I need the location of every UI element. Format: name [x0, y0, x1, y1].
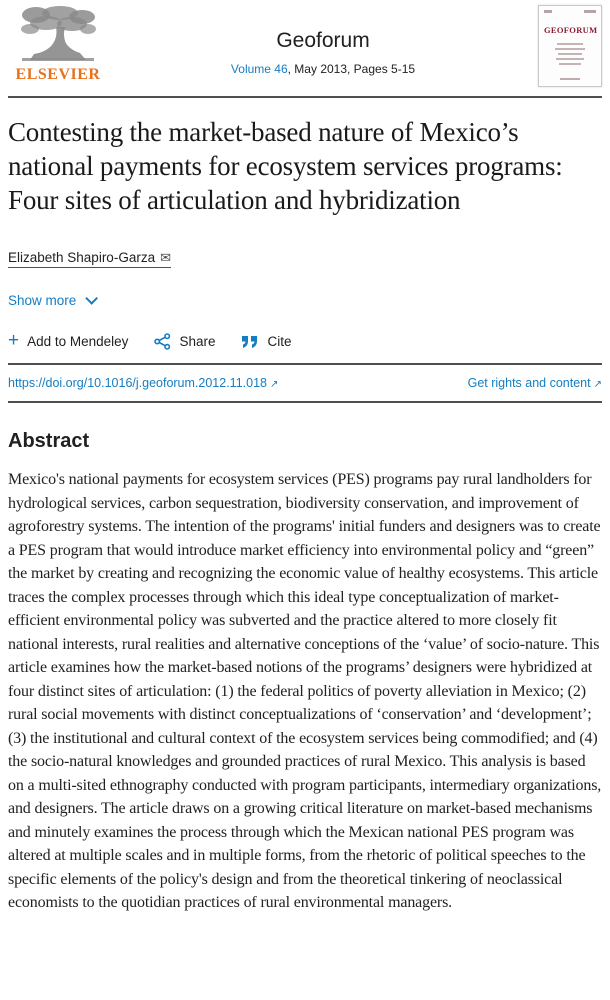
elsevier-wordmark: ELSEVIER: [15, 66, 101, 83]
cover-title: GEOFORUM: [544, 25, 598, 35]
journal-cover-thumbnail[interactable]: [538, 5, 602, 87]
article-title: Contesting the market-based nature of Mexico’s national payments for ecosystem services programs: Four sites of articulation and hybridization: [8, 117, 563, 215]
plus-icon: +: [8, 330, 20, 351]
cover-decoration-line: [560, 78, 580, 80]
cover-decoration-line: [556, 58, 584, 60]
rights-link[interactable]: [468, 376, 602, 390]
share-label: Share: [179, 334, 216, 349]
show-more-label: Show more: [8, 293, 77, 308]
action-toolbar: [8, 330, 602, 351]
show-more-button[interactable]: [8, 293, 94, 308]
doi-divider: [8, 401, 602, 403]
cover-decoration-line: [555, 48, 585, 50]
doi-link[interactable]: [8, 376, 278, 390]
doi-row: [8, 365, 602, 401]
header-divider: [8, 96, 602, 98]
share-nodes-icon: [154, 333, 171, 350]
doi-url[interactable]: https://doi.org/10.1016/j.geoforum.2012.11.018: [8, 376, 267, 390]
cite-label: Cite: [267, 334, 292, 349]
cover-decoration-line: [558, 53, 582, 55]
cover-decoration-mark: [584, 10, 596, 13]
cite-button[interactable]: [241, 334, 291, 349]
external-link-icon: ↗: [269, 379, 279, 390]
journal-header: [8, 0, 602, 96]
cover-decoration-line: [557, 43, 583, 45]
volume-link[interactable]: Volume 46: [230, 62, 288, 76]
author-link[interactable]: [8, 250, 171, 268]
author-name[interactable]: Elizabeth Shapiro-Garza: [8, 250, 156, 265]
chevron-down-icon: [86, 292, 99, 305]
cite-quote-icon: [241, 335, 259, 349]
abstract-heading: Abstract: [8, 430, 90, 452]
issue-info: , May 2013, Pages 5-15: [287, 62, 416, 76]
rights-label[interactable]: Get rights and content: [467, 376, 591, 390]
cover-decoration-line: [559, 63, 581, 65]
journal-title[interactable]: Geoforum: [276, 29, 370, 52]
add-to-mendeley-label: Add to Mendeley: [27, 334, 129, 349]
journal-issue-line: [108, 62, 538, 76]
cover-decoration-mark: [544, 10, 552, 13]
cover-footer: [539, 75, 601, 80]
share-button[interactable]: [154, 333, 215, 350]
email-envelope-icon[interactable]: ✉: [160, 250, 171, 265]
add-to-mendeley-button[interactable]: [8, 330, 129, 351]
cover-decoration: [544, 10, 596, 13]
elsevier-tree-icon: [16, 5, 100, 65]
external-link-icon: ↗: [593, 379, 602, 390]
elsevier-logo[interactable]: [8, 5, 108, 84]
author-row: [8, 249, 602, 268]
abstract-text: Mexico's national payments for ecosystem services (PES) programs pay rural landholders for hydrological services, carbon sequestration, biodiversity conservation, and improvement of agroforestry systems. The intention of the programs' initial funders and designers was to create a PES program that would introduce market efficiency into environmental policy and “green” the market by creating and recognizing the economic value of healthy ecosystems. This article traces the complex processes through which this ideal type conceptualization of market-efficient environmental policy was subverted and the practice altered to more closely fit national interests, rural realities and alternative conceptions of the ‘value’ of socio-nature. This article examines how the market-based notions of the programs’ designers were hybridized at four distinct sites of articulation: (1) the federal politics of poverty alleviation in Mexico; (2) rural social movements with distinct conceptualizations of ‘conservation’ and ‘development’; (3) the institutional and cultural context of the ecosystem services being commodified; and (4) the socio-natural knowledges and grounded practices of rural Mexico. This analysis is based on a multi-sited ethnography conducted with program participants, intermediary organizations, and designers. The article draws on a growing critical literature on market-based mechanisms and minutely examines the process through which the Mexican national PES program was altered at multiple scales and in multiple forms, from the rhetoric of political speeches to the specific elements of the policy's design and from the theoretical tinkering of neoclassical economists to the quotidian practices of rural environmental managers.: [8, 471, 602, 911]
journal-info: [108, 5, 538, 76]
